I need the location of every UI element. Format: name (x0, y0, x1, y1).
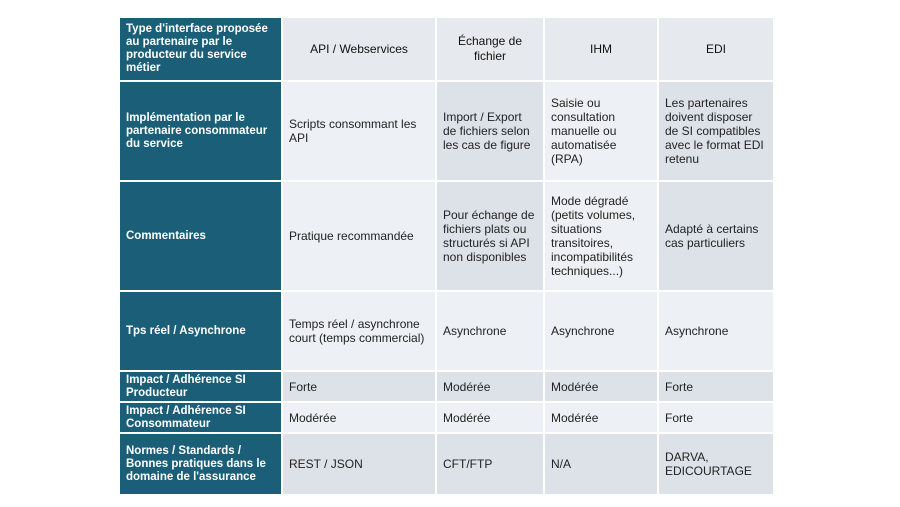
table-row (120, 82, 775, 182)
table-row (120, 434, 775, 496)
table-cell: Asynchrone (659, 292, 775, 372)
column-header-edi: EDI (659, 18, 775, 82)
table-cell: Scripts consommant les API (283, 82, 437, 182)
table-cell: Forte (659, 403, 775, 434)
table-cell: Modérée (545, 372, 659, 403)
table-cell: Asynchrone (545, 292, 659, 372)
row-label-commentaires: Commentaires (120, 182, 283, 292)
table-cell: DARVA, EDICOURTAGE (659, 434, 775, 496)
table-cell: REST / JSON (283, 434, 437, 496)
table-cell: Temps réel / asynchrone court (temps commercial) (283, 292, 437, 372)
column-header-ihm: IHM (545, 18, 659, 82)
row-label-impact-consommateur: Impact / Adhérence SI Consommateur (120, 403, 283, 434)
table-cell: Modérée (437, 372, 545, 403)
table-cell: Saisie ou consultation manuelle ou automatisée (RPA) (545, 82, 659, 182)
row-label-implementation: Implémentation par le partenaire consommateur du service (120, 82, 283, 182)
table-cell: Forte (659, 372, 775, 403)
row-label-impact-producteur: Impact / Adhérence SI Producteur (120, 372, 283, 403)
table-cell: N/A (545, 434, 659, 496)
table-row (120, 372, 775, 403)
table-cell: Import / Export de fichiers selon les cas de figure (437, 82, 545, 182)
table-cell: CFT/FTP (437, 434, 545, 496)
table-cell: Asynchrone (437, 292, 545, 372)
corner-header: Type d'interface proposée au partenaire par le producteur du service métier (120, 18, 283, 82)
table-cell: Pratique recommandée (283, 182, 437, 292)
row-label-tps-reel: Tps réel / Asynchrone (120, 292, 283, 372)
table-cell: Pour échange de fichiers plats ou structurés si API non disponibles (437, 182, 545, 292)
table-cell: Adapté à certains cas particuliers (659, 182, 775, 292)
comparison-table (120, 18, 775, 496)
table-cell: Modérée (283, 403, 437, 434)
table-row (120, 292, 775, 372)
column-header-file-exchange: Échange de fichier (437, 18, 545, 82)
table-row (120, 403, 775, 434)
table-cell: Les partenaires doivent disposer de SI compatibles avec le format EDI retenu (659, 82, 775, 182)
table-header-row (120, 18, 775, 82)
table-cell: Mode dégradé (petits volumes, situations transitoires, incompatibilités techniques...) (545, 182, 659, 292)
table-cell: Modérée (545, 403, 659, 434)
row-label-normes: Normes / Standards / Bonnes pratiques dans le domaine de l'assurance (120, 434, 283, 496)
table-cell: Modérée (437, 403, 545, 434)
column-header-api: API / Webservices (283, 18, 437, 82)
table-row (120, 182, 775, 292)
table-cell: Forte (283, 372, 437, 403)
